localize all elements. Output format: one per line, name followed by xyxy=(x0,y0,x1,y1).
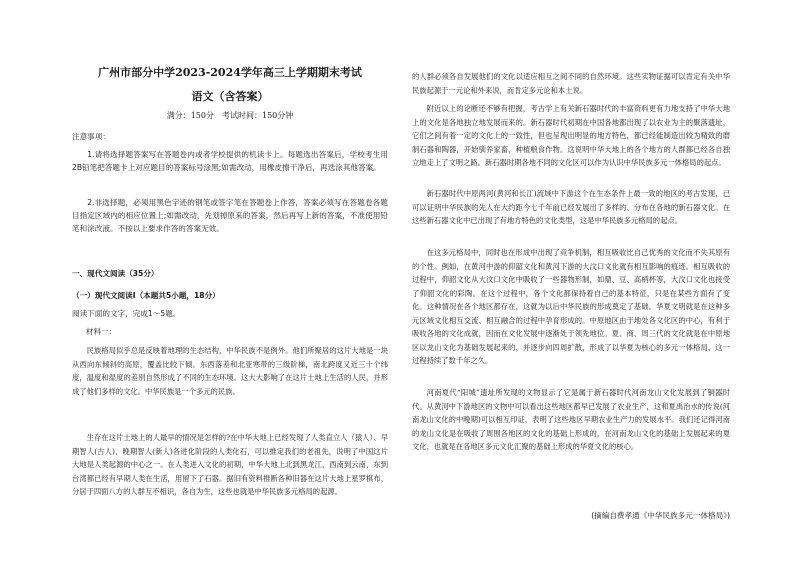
paragraph-6: 在这多元格局中，同时也在形成中出现了竞争机制，相互吸收比自己优秀的文化而不失其原有的个性。例如，在黄河中游的仰韶文化和黄河下游的大汶口文化就有相互影响的痕迹。相互吸收的过程中，仰韶文化从大汶口文化中吸收了一些器物形制，如鼎、豆、高柄杯等，大汶口文化也接受了仰韶文化的彩陶。在这个过程中，各个文化都保持着自己的基本特征，只是在某些方面有了变化。这种情况在各个地区都存在，这就为以后中华民族的形成奠定了基础。华夏文明就是在这种多元区域文化相互交流、相互融合的过程中孕育形成的。中原地区由于地处各文化区的中心，有利于吸收各地的文化成就，因而在文化发展中逐渐处于领先地位。夏、商、周三代的文化就是在中原地区以龙山文化为基础发展起来的，并逐步向四周扩散，形成了以华夏为核心的多元一体格局，这一过程持续了数千年之久。 xyxy=(412,248,730,365)
reading-instruction: 阅读下面的文字，完成1～5题。 xyxy=(72,309,181,318)
paragraph-2: 生存在这片土地上的人最早的情况是怎样的?在中华大地上已经发现了人类直立人（猿人）、早期智人(古人)、晚期智人(新人)各进化阶段的人类化石，可以推定我们的老祖先，说明了中国这片大地是人类起源的中心之一。在人类进入文化的初期，中华大地上北到黑龙江，西南到云南，东到台湾都已经有早期人类在生活，用留下了石器。据旧有资料推断各种旧器在这片大地上星罗棋布，分居于四面八方的人群互不相识，各自为生，这些也就是中华民族多元格局的起源。 xyxy=(72,433,388,496)
notice-item-2: 2.非选择题，必须用黑色字迹的钢笔或签字笔在答题卷上作答，答案必须写在答题卷各题目指定区域内的相应位置上;如需改动，先划掉原来的答案，然后再写上新的答案，不准使用铅笔和涂改液。不按以上要求作答的答案无效。 xyxy=(72,198,388,233)
paragraph-5: 新石器时代中原两河(黄河和长江)流域中下游这个在生态条件上最一致的地区的考古发现，已可以证明中华民族的先人在大约距今七千年前已经发展出了多样的、分布在各地的新石器文化。在这些新石器文化中已出现了有地方特色的文化类型，这是中华民族多元格局的起点。 xyxy=(412,189,730,225)
exam-subtitle: 语文（含答案） xyxy=(191,90,269,103)
paragraph-3: 的人群必须各自发展他们的文化以适应相互之间不同的自然环境。这些实物证据可以肯定有关中华民族起源于一元论和外来说，而肯定多元论和本土说。 xyxy=(412,72,730,95)
exam-meta: 满分：150分 考试时间：150分钟 xyxy=(166,111,294,120)
source-citation: (摘编自费孝通《中华民族多元一体格局》) xyxy=(591,511,730,520)
sub-section-heading: （一）现代文阅读Ⅰ（本题共5小题，18分） xyxy=(72,291,220,300)
notice-item-1: 1.请将选择题答案写在答题卷内或者学校提供的机读卡上。每题选出答案后，学校考生用2B铅笔把答题卡上对应题目的答案标号涂黑;如需改动，用橡皮擦干净后，再选涂其他答案。 xyxy=(72,150,388,172)
section-heading: 一、现代文阅读（35分） xyxy=(72,269,159,278)
exam-title: 广州市部分中学2023-2024学年高三上学期期末考试 xyxy=(98,66,362,79)
paragraph-1: 民族格局似乎总是反映着地理的生态结构，中华民族不是例外。他们所聚居的这片大地是一块从西向东倾斜的高原，覆盖比较下倾。东西落差和北亚寒带的三级阶梯，南北跨度又近三十个纬度，温度和湿度的差别自然形成了不同的生态环境。这大大影响了在这片土地上生活的人民，并形成了他们多样的文化。中华民族是一个多元的民族。 xyxy=(72,346,388,396)
notice-heading: 注意事项： xyxy=(72,132,110,141)
paragraph-7: 河南夏代“阳城”遗址所发现的文物显示了它是属于新石器时代河南龙山文化发展到了铜器时代。从黄河中下游地区的文物中可以看出这些地区都早已发展了农业生产，这和夏禹治水的传说(河南龙山文化的中晚期)可以相互印证，表明了这些地区早期农业生产力的发展水平。我们还记得河南的龙山文化是在吸收了周围各地区的文化的基础上形成的，在河南龙山文化的基础上发展起来的夏文化，也就是在各地区多元文化汇聚的基础上形成的华夏文化的核心。 xyxy=(412,388,730,451)
material-label: 材料一： xyxy=(86,327,117,336)
paragraph-4: 附近以上的论断还不够有把握，考古学上有关新石器时代的丰富资料更有力地支持了中华大地上的文化是各地独立地发展而来的。新石器时代初期在中国各地都出现了以农业为主的聚落遗址，它们之间有着一定的文化上的一致性，但也呈现出明显的地方特色，都已经能制造出较为精致的磨制石器和陶器，开始驯养家畜，种植粮食作物。这说明中华大地上的各个地方的人群都已经各自独立地走上了文明之路。新石器时期各地不同的文化区可以作为认识中华民族多元一体格局的起点。 xyxy=(412,104,730,167)
